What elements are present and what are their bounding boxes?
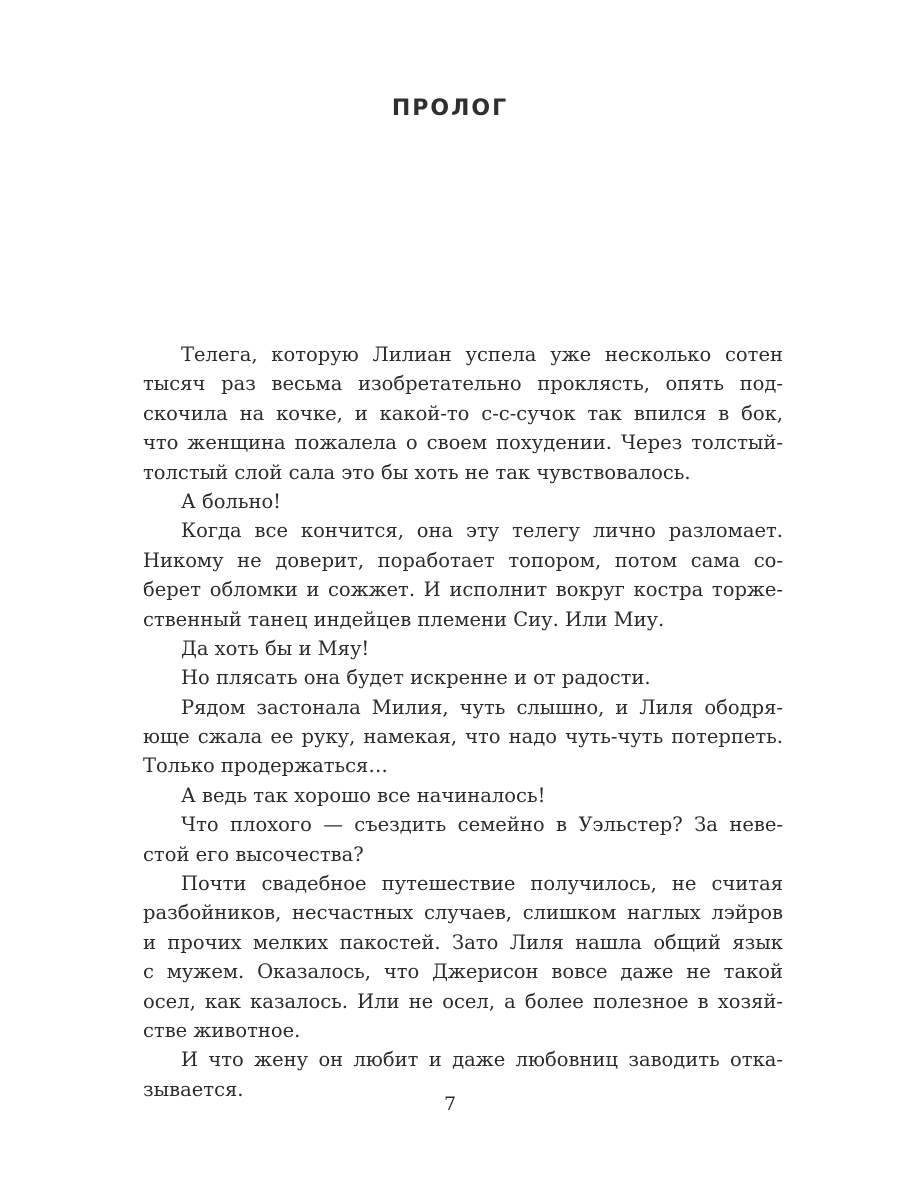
text-line: Почти свадебное путешествие получилось, не считая <box>181 872 783 896</box>
page-number: 7 <box>443 1093 457 1115</box>
text-line: и прочих мелких пакостей. Зато Лиля нашла общий язык <box>143 930 783 954</box>
text-line: зывается. <box>143 1077 244 1101</box>
text-line: что женщина пожалела о своем похудении. Через толстый- <box>143 431 783 455</box>
text-line: юще сжала ее руку, намекая, что надо чуть-чуть потерпеть. <box>143 725 783 749</box>
text-line: стве животное. <box>143 1018 301 1042</box>
text-line: разбойников, несчастных случаев, слишком наглых лэйров <box>143 901 783 925</box>
body-text <box>143 340 783 1104</box>
text-line: И что жену он любит и даже любовниц заводить отка- <box>181 1048 783 1072</box>
text-line: Но плясать она будет искренне и от радости. <box>181 666 651 690</box>
text-line: Что плохого — съездить семейно в Уэльстер? За неве- <box>181 813 783 837</box>
text-line: тысяч раз весьма изобретательно проклясть, опять под- <box>143 372 783 396</box>
text-line: Рядом застонала Милия, чуть слышно, и Лиля ободря- <box>181 695 783 719</box>
text-line: Да хоть бы и Мяу! <box>181 636 370 660</box>
text-line: Только продержаться… <box>143 754 388 778</box>
text-line: скочила на кочке, и какой-то с-с-сучок так впился в бок, <box>143 401 783 425</box>
text-line: толстый слой сала это бы хоть не так чувствовалось. <box>143 460 691 484</box>
text-line: с мужем. Оказалось, что Джерисон вовсе даже не такой <box>143 960 783 984</box>
text-line: Телега, которую Лилиан успела уже несколько сотен <box>181 343 783 366</box>
chapter-title: ПРОЛОГ <box>391 96 509 121</box>
text-line: осел, как казалось. Или не осел, а более полезное в хозяй- <box>143 989 783 1013</box>
text-line: Никому не доверит, поработает топором, потом сама со- <box>143 548 783 572</box>
text-line: стой его высочества? <box>143 842 364 866</box>
text-line: А больно! <box>181 489 282 513</box>
text-line: ственный танец индейцев племени Сиу. Или Миу. <box>143 607 665 631</box>
text-line: А ведь так хорошо все начиналось! <box>181 783 546 807</box>
text-line: берет обломки и сожжет. И исполнит вокруг костра торже- <box>143 578 783 602</box>
text-line: Когда все кончится, она эту телегу лично разломает. <box>181 519 783 543</box>
